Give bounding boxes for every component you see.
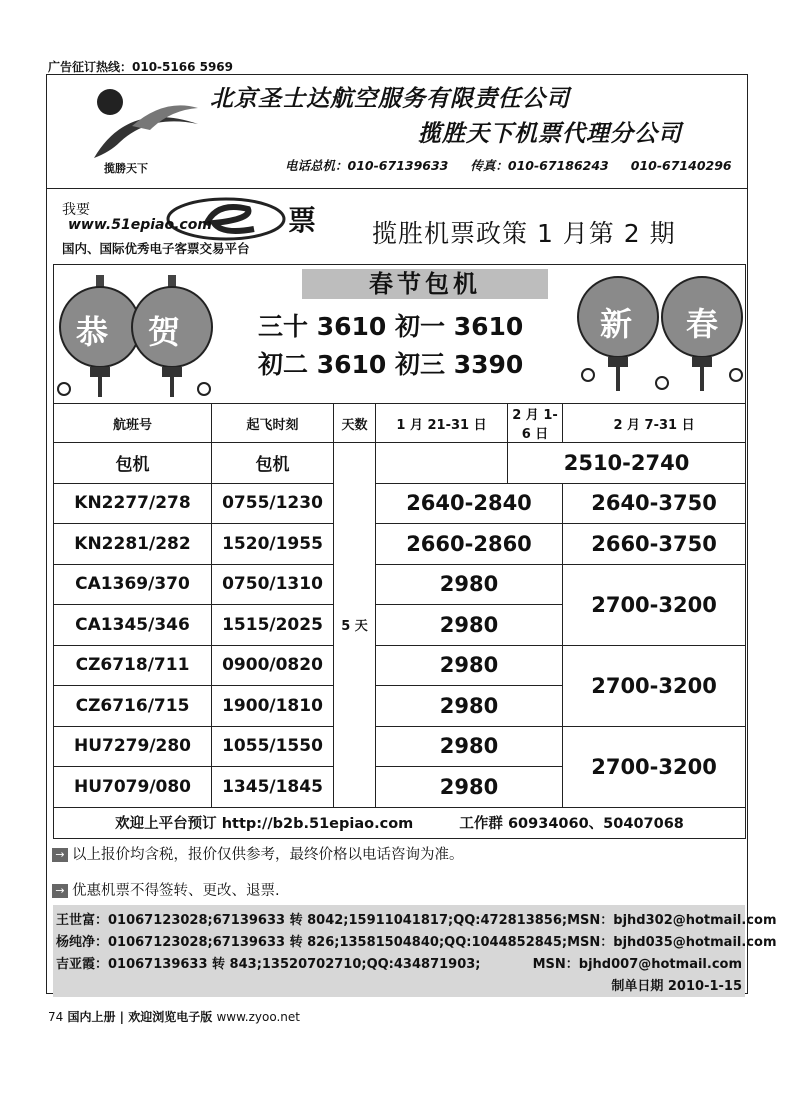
banner-piao: 票	[288, 204, 317, 237]
departure-time: 1055/1550	[212, 726, 334, 767]
price-jan: 2980	[376, 686, 563, 727]
col-days: 天数	[334, 404, 376, 443]
price-feb-merged: 2700-3200	[563, 564, 746, 645]
page-number: 74	[48, 1010, 64, 1024]
browse-text: 欢迎浏览电子版	[128, 1010, 213, 1024]
charter-flight: 包机	[54, 443, 212, 484]
note-1-text: 以上报价均含税，报价仅供参考，最终价格以电话咨询为准。	[72, 847, 464, 863]
promo-prices-line-2: 初二 3610 初三 3390	[258, 350, 524, 379]
fax-number: 传真：010-67186243	[470, 158, 609, 173]
company-name-branch: 揽胜天下机票代理分公司	[418, 121, 682, 147]
promo-title: 春节包机	[302, 269, 548, 299]
footer-url: www.zyoo.net	[216, 1010, 300, 1024]
flight-number: KN2277/278	[54, 483, 212, 524]
col-feb-late: 2 月 7-31 日	[563, 404, 746, 443]
footer-separator: |	[119, 1010, 125, 1024]
note-2	[52, 879, 280, 900]
work-group-text: 工作群 60934060、50407068	[459, 816, 684, 832]
flight-number: CZ6718/711	[54, 645, 212, 686]
lantern-char-3: 新	[600, 305, 633, 343]
note-2-text: 优惠机票不得签转、更改、退票.	[72, 883, 280, 899]
table-row	[54, 443, 746, 484]
price-jan: 2980	[376, 726, 563, 767]
table-header-row	[54, 404, 746, 443]
price-jan: 2980	[376, 645, 563, 686]
contact-line-3-msn: MSN：bjhd007@hotmail.com	[532, 957, 742, 972]
flight-number: KN2281/282	[54, 524, 212, 565]
table-footer-row	[54, 807, 746, 838]
flight-number: CA1345/346	[54, 605, 212, 646]
price-feb: 2640-3750	[563, 483, 746, 524]
col-feb-early: 2 月 1-6 日	[508, 404, 563, 443]
table-row	[54, 726, 746, 767]
departure-time: 1515/2025	[212, 605, 334, 646]
note-1	[52, 843, 464, 864]
page-footer	[48, 1008, 300, 1025]
flight-number: HU7279/280	[54, 726, 212, 767]
contacts-panel	[53, 905, 777, 997]
header-contact	[285, 156, 732, 174]
price-feb: 2660-3750	[563, 524, 746, 565]
contact-line-2: 杨纯净：01067123028;67139633 转 826;13581504840;QQ:1044852845;MSN：bjhd035@hotmail.com	[56, 935, 777, 950]
logo-text: 揽勝天下	[104, 162, 148, 175]
days-cell: 5 天	[334, 443, 376, 808]
company-name-main: 北京圣士达航空服务有限责任公司	[210, 86, 570, 112]
col-flight: 航班号	[54, 404, 212, 443]
contact-line-1: 王世富：01067123028;67139633 转 8042;15911041817;QQ:472813856;MSN：bjhd302@hotmail.com	[56, 913, 777, 928]
header-divider	[47, 188, 747, 189]
price-jan: 2980	[376, 605, 563, 646]
banner-want: 我要	[62, 202, 90, 218]
departure-time: 0900/0820	[212, 645, 334, 686]
flight-number: CA1369/370	[54, 564, 212, 605]
booking-footer	[54, 807, 746, 838]
epiao-banner	[56, 195, 326, 259]
lantern-char-4: 春	[686, 305, 719, 343]
table-row	[54, 645, 746, 686]
col-jan: 1 月 21-31 日	[376, 404, 508, 443]
price-jan: 2640-2840	[376, 483, 563, 524]
departure-time: 1520/1955	[212, 524, 334, 565]
lantern-char-1: 恭	[76, 313, 109, 351]
flight-number: CZ6716/715	[54, 686, 212, 727]
col-time: 起飞时刻	[212, 404, 334, 443]
ad-hotline: 广告征订热线：010-5166 5969	[48, 60, 234, 74]
book-name: 国内上册	[67, 1010, 116, 1024]
price-jan: 2660-2860	[376, 524, 563, 565]
lantern-char-2: 贺	[148, 313, 181, 351]
departure-time: 0755/1230	[212, 483, 334, 524]
table-row	[54, 524, 746, 565]
arrow-right-icon: →	[52, 884, 68, 898]
price-jan: 2980	[376, 564, 563, 605]
fax-number-2: 010-67140296	[630, 158, 732, 173]
table-row	[54, 564, 746, 605]
departure-time: 1345/1845	[212, 767, 334, 808]
departure-time: 0750/1310	[212, 564, 334, 605]
charter-price: 2510-2740	[508, 443, 746, 484]
departure-time: 1900/1810	[212, 686, 334, 727]
phone-number: 电话总机：010-67139633	[285, 158, 449, 173]
table-row	[54, 483, 746, 524]
charter-time: 包机	[212, 443, 334, 484]
empty-cell	[376, 443, 508, 484]
spring-festival-promo	[54, 265, 746, 404]
booking-url-text: 欢迎上平台预订 http://b2b.51epiao.com	[115, 816, 414, 832]
banner-subtitle: 国内、国际优秀电子客票交易平台	[62, 241, 250, 256]
price-feb-merged: 2700-3200	[563, 726, 746, 807]
promo-prices-line-1: 三十 3610 初一 3610	[258, 312, 524, 341]
fare-table	[53, 264, 746, 839]
price-jan: 2980	[376, 767, 563, 808]
banner-brand: www.51epiao.com	[68, 217, 212, 233]
policy-title: 揽胜机票政策 1 月第 2 期	[372, 219, 676, 248]
issue-date: 制单日期 2010-1-15	[611, 979, 742, 994]
price-feb-merged: 2700-3200	[563, 645, 746, 726]
arrow-right-icon: →	[52, 848, 68, 862]
contact-line-3: 吉亚霞：01067139633 转 843;13520702710;QQ:434871903;	[56, 957, 481, 972]
flight-number: HU7079/080	[54, 767, 212, 808]
